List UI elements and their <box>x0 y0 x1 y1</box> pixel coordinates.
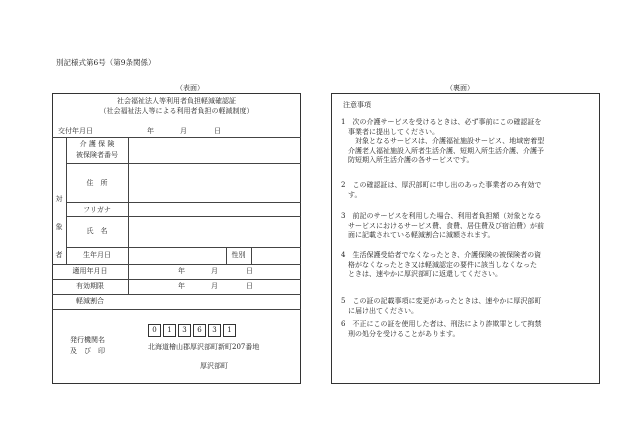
note-line: 4 生活保護受給者でなくなったとき、介護保険の被保険者の資 <box>341 251 542 259</box>
birth-date-label: 生年月日 <box>83 251 111 259</box>
note-line: 3 前記のサービスを利用した場合、利用者負担額（対象となる <box>341 212 542 220</box>
note-line: ときは、速やかに厚沢部町に返還してください。 <box>341 270 502 279</box>
issue-date-day: 日 <box>214 127 221 135</box>
valid-month: 月 <box>211 282 218 290</box>
note-line: 刑の処分を受けることがあります。 <box>341 329 460 338</box>
issue-date-year: 年 <box>147 127 154 135</box>
issuer-id-digit: 6 <box>193 324 206 337</box>
insured-number-label-line2: 被保険者番号 <box>76 151 118 159</box>
front-side-label: （表面） <box>176 84 204 92</box>
issuer-id-digit: 1 <box>163 324 176 337</box>
back-side-label: （裏面） <box>446 84 474 92</box>
issue-date-month: 月 <box>180 127 187 135</box>
note-line: 5 この証の記載事項に変更があったときは、速やかに厚沢部町 <box>341 297 542 305</box>
address-label: 住 所 <box>86 179 108 187</box>
furigana-label: フリガナ <box>83 206 111 214</box>
applied-day: 日 <box>246 267 253 275</box>
valid-year: 年 <box>178 282 185 290</box>
issuer-id-digit: 3 <box>208 324 221 337</box>
note-line: 1 次の介護サービスを受けるときは、必ず事前にこの確認証を <box>341 118 542 126</box>
valid-day: 日 <box>246 282 253 290</box>
insured-number-label-line1: 介 護 保 険 <box>79 140 115 148</box>
front-title: 社会福祉法人等利用者負担軽減確認証 <box>117 97 236 105</box>
note-line: 対象となるサービスは、介護福祉施設サービス、地域密着型 <box>341 137 545 146</box>
note-line: 事業者に提出してください。 <box>341 127 439 136</box>
issuer-label-line1: 発行機関名 <box>70 336 105 344</box>
issuer-id-digit: 0 <box>148 324 161 337</box>
form-number-label: 別記様式第6号（第9条関係） <box>56 58 156 67</box>
valid-date-label: 有効期限 <box>76 282 104 290</box>
issuer-label-line2: 及 び 印 <box>70 347 105 355</box>
issuer-name: 厚沢部町 <box>200 362 228 370</box>
notes-title: 注意事項 <box>343 101 371 109</box>
applied-date-label: 適用年月日 <box>72 267 108 275</box>
sex-label: 性別 <box>231 251 246 259</box>
name-label: 氏 名 <box>86 227 108 235</box>
issuer-address: 北海道檜山郡厚沢部町新町207番地 <box>148 343 260 351</box>
note-line: 格がなくなったとき又は軽減認定の要件に該当しなくなった <box>341 260 537 269</box>
reduction-rate-label: 軽減割合 <box>76 297 104 305</box>
note-line: 介護老人福祉施設入所者生活介護、短期入所生活介護、介護予 <box>341 146 544 155</box>
applied-year: 年 <box>178 267 185 275</box>
note-line: 2 この確認証は、厚沢部町に申し出のあった事業者のみ有効で <box>341 181 542 189</box>
note-line: 面に記載されている軽減割合に減額されます。 <box>341 231 495 240</box>
note-line: す。 <box>341 190 362 199</box>
issuer-id-digit: 3 <box>178 324 191 337</box>
note-line: サービスにおけるサービス費、食費、居住費及び宿泊費）が前 <box>341 221 544 230</box>
note-line: に届け出てください。 <box>341 306 418 315</box>
issuer-id-digit: 1 <box>223 324 236 337</box>
front-subtitle: （社会福祉法人等による利用者負担の軽減制度） <box>99 107 254 115</box>
applied-month: 月 <box>211 267 218 275</box>
note-line: 6 不正にこの証を使用した者は、刑法により詐欺罪として拘禁 <box>341 320 542 328</box>
subject-label: 対象者 <box>55 195 63 259</box>
note-line: 防短期入所生活介護の各サービスです。 <box>341 156 474 165</box>
issue-date-label: 交付年月日 <box>58 127 93 135</box>
